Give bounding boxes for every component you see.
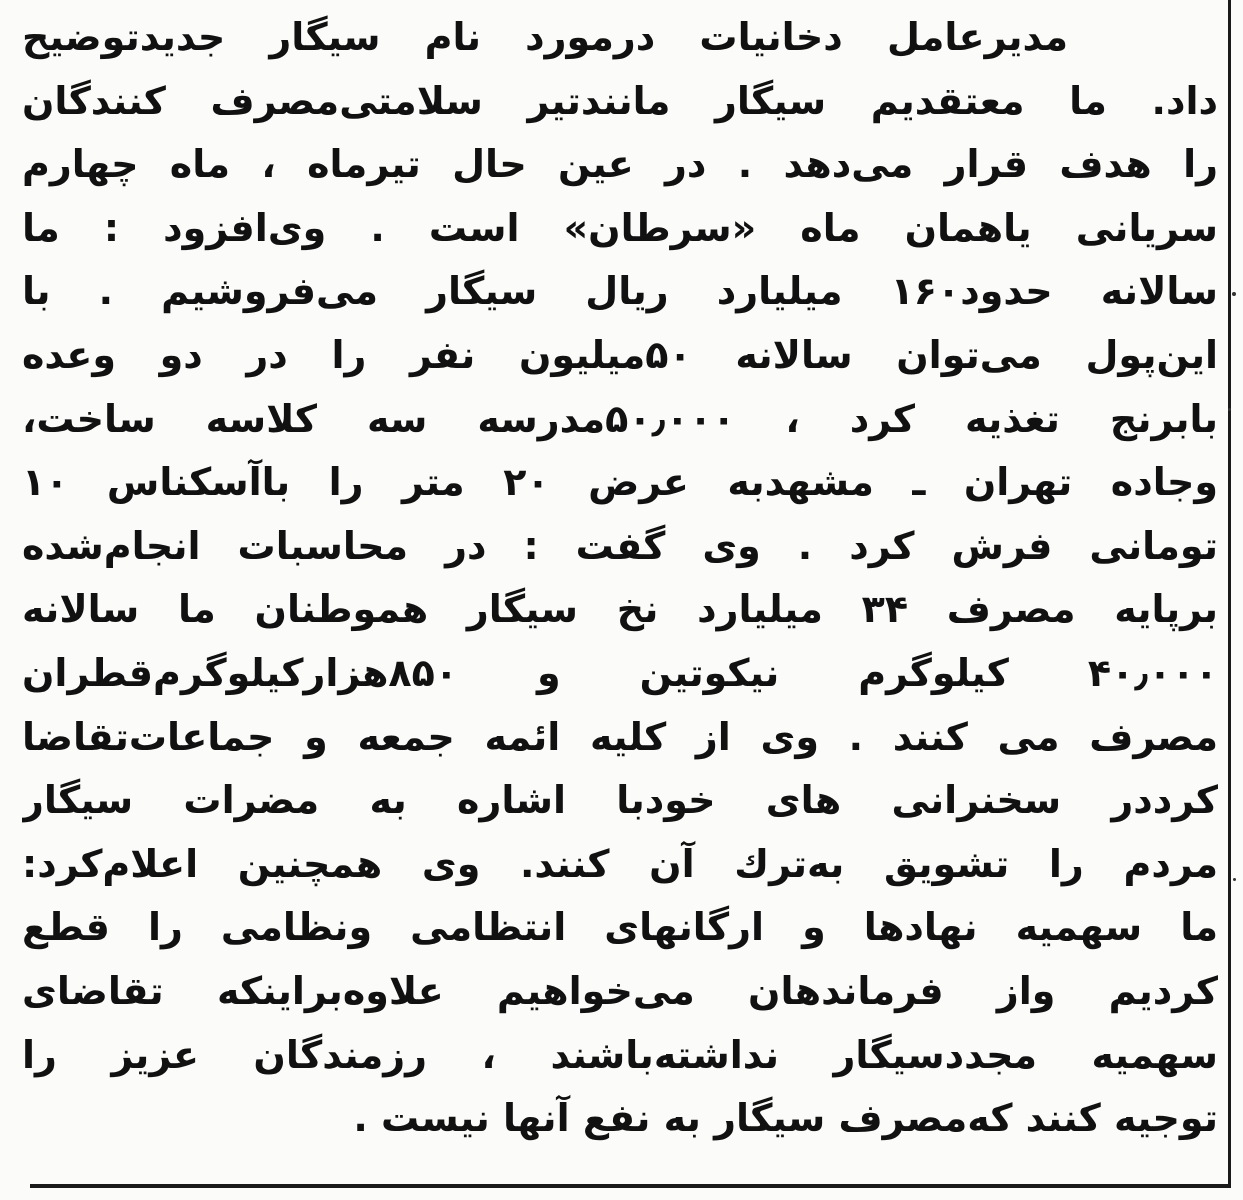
column-rule-bottom	[30, 1184, 1231, 1188]
article-line: سریانی یاهمان ماه «سرطان» است . وی‌افزود : ما	[22, 205, 1218, 250]
article-line: این‌پول می‌توان سالانه ۵۰میلیون نفر را در دو وعده	[22, 332, 1218, 377]
article-line: کرددر سخنرانی های خودبا اشاره به مضرات سیگار	[22, 778, 1218, 823]
article-line: کردیم واز فرماندهان می‌خواهیم علاوه‌براینکه تقاضای	[22, 968, 1218, 1013]
article-line: توجیه کنند که‌مصرف سیگار به نفع آنها نیست .	[353, 1096, 1218, 1141]
article-body	[22, 6, 1218, 1151]
article-line: سالانه حدود۱۶۰ میلیارد ریال سیگار می‌فروشیم . با	[22, 269, 1218, 314]
article-line: ما سهمیه نهادها و ارگانهای انتظامی ونظامی را قطع	[22, 905, 1218, 950]
article-line: وجاده تهران ـ مشهدبه عرض ۲۰ متر را باآسکناس ۱۰	[22, 460, 1218, 505]
article-line: مردم را تشویق به‌ترك آن کنند. وی همچنین اعلام‌کرد:	[22, 841, 1218, 886]
article-line: داد. ما معتقدیم سیگار مانندتیر سلامتی‌مصرف کنندگان	[22, 78, 1218, 123]
column-rule-right	[1228, 0, 1231, 1188]
print-speck	[1233, 878, 1236, 881]
article-line: تومانی فرش کرد . وی گفت : در محاسبات انجام‌شده	[22, 523, 1218, 568]
article-line: ۴۰٫۰۰۰ کیلوگرم نیکوتین و ۸۵۰هزارکیلوگرم‌قطران	[22, 650, 1218, 695]
print-speck	[1228, 408, 1231, 411]
article-line: مدیرعامل دخانیات درمورد نام سیگار جدیدتوضیح	[22, 15, 1068, 59]
article-line: مصرف می کنند . وی از کلیه ائمه جمعه و جماعات‌تقاضا	[22, 714, 1218, 759]
article-line: بابرنج تغذیه کرد ، ۵۰٫۰۰۰مدرسه سه کلاسه ساخت،	[22, 396, 1218, 441]
print-speck	[1232, 292, 1236, 296]
article-line: برپایه مصرف ۳۴ میلیارد نخ سیگار هموطنان ما سالانه	[22, 587, 1218, 632]
article-line: سهمیه مجددسیگار نداشته‌باشند ، رزمندگان عزیز را	[22, 1032, 1218, 1077]
article-line: را هدف قرار می‌دهد . در عین حال تیرماه ، ماه چهارم	[22, 142, 1218, 187]
